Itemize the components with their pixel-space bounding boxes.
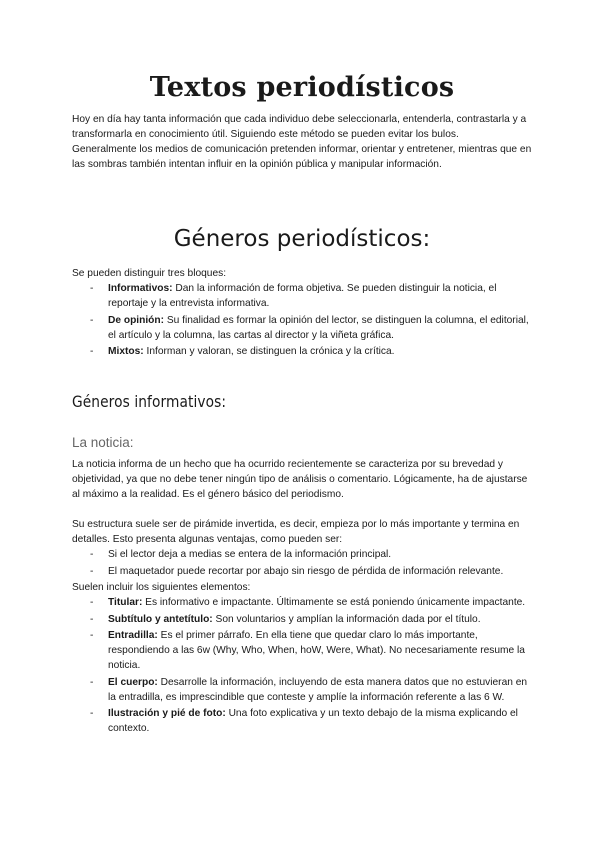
list-item bbox=[72, 706, 532, 736]
list-item-term: Mixtos: bbox=[108, 346, 144, 357]
list-item bbox=[72, 564, 532, 579]
list-item-text: Si el lector deja a medias se entera de la información principal. bbox=[108, 549, 392, 560]
list-item bbox=[72, 628, 532, 673]
list-item bbox=[72, 595, 532, 610]
dash-bullet: - bbox=[90, 597, 94, 608]
list-item bbox=[72, 281, 532, 311]
paragraph-gap bbox=[72, 502, 532, 517]
list-item-term: Entradilla: bbox=[108, 630, 158, 641]
list-item-text: Es el primer párrafo. En ella tiene que quedar claro lo más importante, respondiendo a las 6w (Why, Who, When, hoW, Were, What). No necesariamente resume la noticia. bbox=[108, 630, 525, 671]
list-item-text: El maquetador puede recortar por abajo sin riesgo de pérdida de información relevante. bbox=[108, 565, 504, 577]
intro-section bbox=[72, 112, 532, 172]
subheading-noticia: La noticia: bbox=[72, 435, 134, 450]
section-heading-generos: Géneros periodísticos: bbox=[173, 226, 431, 252]
dash-bullet: - bbox=[90, 549, 94, 560]
list-item bbox=[72, 344, 532, 359]
list-item-text: Son voluntarios y amplían la información dada por el título. bbox=[212, 613, 481, 625]
list-item-term: Informativos: bbox=[108, 283, 173, 294]
intro-paragraph-2: Generalmente los medios de comunicación pretenden informar, orientar y entretener, mientras que en las sombras también intentan influir en la opinión pública y manipular información. bbox=[72, 144, 532, 170]
generos-lead: Se pueden distinguir tres bloques: bbox=[72, 268, 227, 279]
elementos-list bbox=[72, 595, 532, 736]
list-item-text: Su finalidad es formar la opinión del lector, se distinguen la columna, el editorial, el artículo y la columna, las cartas al director y la viñeta gráfica. bbox=[108, 314, 529, 341]
list-item bbox=[72, 675, 532, 705]
list-item bbox=[72, 547, 532, 562]
list-item-term: El cuerpo: bbox=[108, 676, 158, 688]
list-item-term: Ilustración y pié de foto: bbox=[108, 708, 226, 719]
noticia-paragraph-1: La noticia informa de un hecho que ha ocurrido recientemente se caracteriza por su brevedad y objetividad, ya que no debe tener ningún tipo de análisis o comentario. Lógicamente, ha de ajustarse al máximo a la realidad. Es el género básico del periodismo. bbox=[72, 459, 528, 500]
ventajas-list bbox=[72, 547, 532, 579]
dash-bullet: - bbox=[90, 314, 94, 326]
list-item-text: Informan y valoran, se distinguen la crónica y la crítica. bbox=[143, 346, 395, 357]
intro-paragraph-1: Hoy en día hay tanta información que cada individuo debe seleccionarla, entenderla, contrastarla y a transformarla en conocimiento útil. Siguiendo este método se pueden evitar los bulos. bbox=[72, 114, 527, 140]
noticia-paragraph-3: Suelen incluir los siguientes elementos: bbox=[72, 582, 251, 593]
dash-bullet: - bbox=[90, 565, 94, 577]
noticia-section bbox=[72, 457, 532, 738]
dash-bullet: - bbox=[90, 630, 94, 641]
list-item-text: Desarrolle la información, incluyendo de esta manera datos que no estuvieran en la entradilla, es imprescindible que conteste y amplíe la información referente a las 6 W. bbox=[108, 676, 528, 703]
list-item-term: Titular: bbox=[108, 597, 143, 608]
dash-bullet: - bbox=[90, 676, 94, 688]
list-item-text: Dan la información de forma objetiva. Se pueden distinguir la noticia, el reportaje y la entrevista informativa. bbox=[108, 283, 497, 309]
dash-bullet: - bbox=[90, 346, 94, 357]
dash-bullet: - bbox=[90, 283, 94, 294]
dash-bullet: - bbox=[90, 613, 94, 625]
list-item-term: De opinión: bbox=[108, 314, 165, 326]
list-item-text: Es informativo e impactante. Últimamente se está poniendo únicamente impactante. bbox=[142, 597, 526, 608]
list-item bbox=[72, 612, 532, 627]
section-heading-informativos: Géneros informativos: bbox=[72, 392, 227, 411]
list-item bbox=[72, 313, 532, 343]
page-title: Textos periodísticos bbox=[149, 72, 455, 103]
list-item-text: Una foto explicativa y un texto debajo de la misma explicando el contexto. bbox=[108, 708, 518, 734]
dash-bullet: - bbox=[90, 708, 94, 719]
noticia-paragraph-2: Su estructura suele ser de pirámide invertida, es decir, empieza por lo más importante y termina en detalles. Esto presenta algunas ventajas, como pueden ser: bbox=[72, 519, 520, 545]
generos-section bbox=[72, 266, 532, 361]
generos-list bbox=[72, 281, 532, 359]
list-item-term: Subtítulo y antetítulo: bbox=[108, 613, 213, 625]
